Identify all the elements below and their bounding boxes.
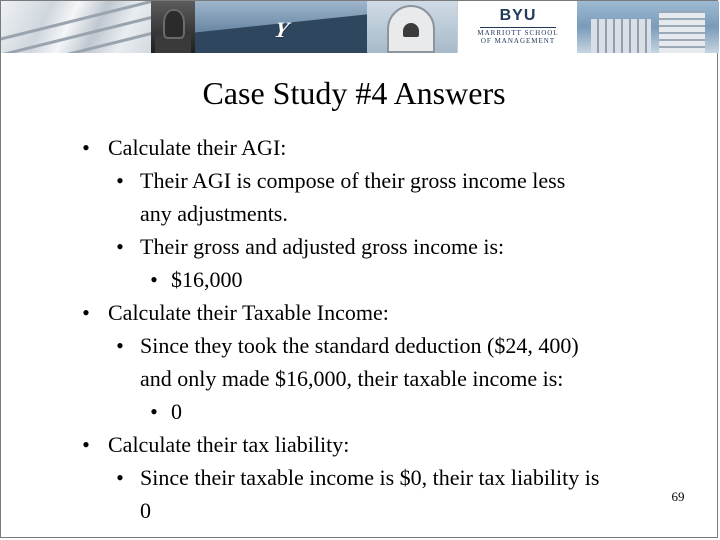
banner-photo-bell-tower (367, 1, 457, 53)
slide-number: 69 (671, 489, 685, 504)
bullet-marker: • (116, 333, 124, 358)
byu-marriott-logo (457, 1, 579, 53)
logo-subtext: MARRIOTT SCHOOL OF MANAGEMENT (477, 29, 559, 45)
bullet-text: Calculate their Taxable Income: (108, 300, 389, 325)
banner-photo-building (577, 1, 719, 53)
bell-icon (403, 23, 419, 37)
bullet-text: Their AGI is compose of their gross income less (140, 168, 566, 193)
header-photo-banner (1, 1, 719, 53)
bullet-marker: • (116, 168, 124, 193)
bullet-text: Since they took the standard deduction ($24, 400) (140, 333, 579, 358)
bullet-marker: • (150, 267, 158, 292)
bullet-marker: • (116, 234, 124, 259)
bullet-text: 0 (171, 399, 182, 424)
bullet-text: Calculate their tax liability: (108, 432, 350, 457)
bullet-text: $16,000 (171, 267, 243, 292)
bullet-text-continued: 0 (140, 498, 151, 523)
bullet-marker: • (82, 135, 90, 160)
slide-title: Case Study #4 Answers (202, 75, 506, 111)
banner-photo-mountain (195, 1, 367, 53)
bullet-text-continued: and only made $16,000, their taxable income is: (140, 366, 564, 391)
bullet-marker: • (150, 399, 158, 424)
banner-photo-statue (151, 1, 195, 53)
bullet-marker: • (116, 465, 124, 490)
banner-photo-abstract (1, 1, 151, 53)
bullet-marker: • (82, 432, 90, 457)
logo-text: BYU (499, 7, 537, 24)
bullet-text: Their gross and adjusted gross income is: (140, 234, 505, 259)
bullet-text: Calculate their AGI: (108, 135, 287, 160)
bullet-text: Since their taxable income is $0, their tax liability is (140, 465, 600, 490)
bullet-marker: • (82, 300, 90, 325)
mountain-y-icon: Y (272, 17, 292, 42)
bullet-text-continued: any adjustments. (140, 201, 288, 226)
